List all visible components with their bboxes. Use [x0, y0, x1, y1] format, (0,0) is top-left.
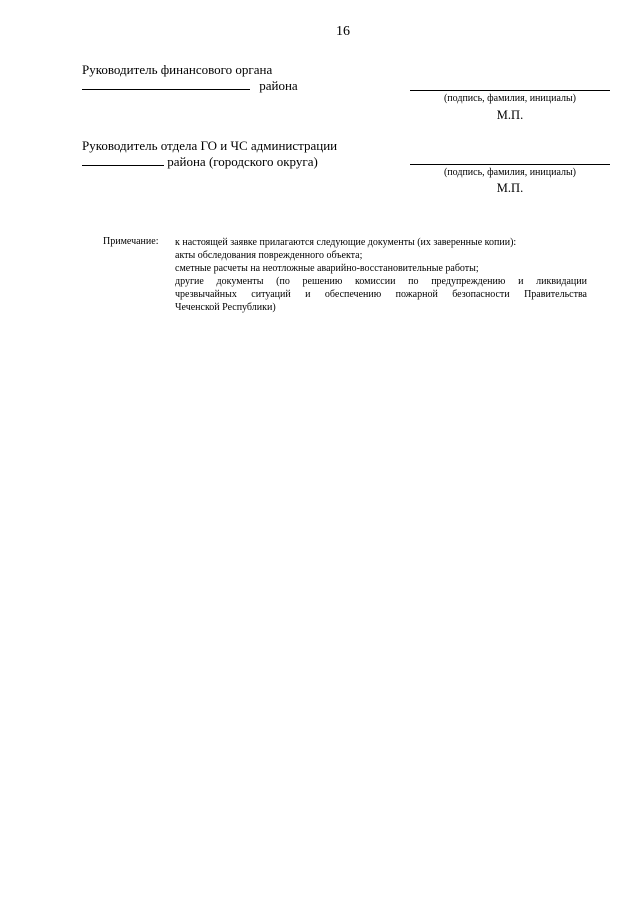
- finance-district-word: района: [259, 78, 298, 93]
- finance-head-title: Руководитель финансового органа: [82, 62, 273, 77]
- note-line: другие документы (по решению комиссии по предупреждению и ликвидации: [175, 276, 587, 287]
- gochs-district-line: [82, 153, 318, 169]
- note-label: Примечание:: [103, 236, 159, 247]
- district-blank: [82, 153, 164, 166]
- gochs-district-word: района (городского округа): [167, 154, 318, 169]
- gochs-stamp-placeholder: М.П.: [496, 181, 524, 195]
- gochs-signature-caption: (подпись, фамилия, инициалы): [443, 167, 577, 178]
- note-line: к настоящей заявке прилагаются следующие документы (их заверенные копии):: [175, 237, 517, 248]
- finance-stamp-placeholder: М.П.: [496, 108, 524, 122]
- finance-signature-line: [410, 90, 610, 91]
- finance-district-line: [82, 77, 298, 93]
- note-body: [175, 236, 587, 314]
- note-line: Чеченской Республики): [175, 302, 276, 313]
- gochs-signature-line: [410, 164, 610, 165]
- note-line: акты обследования поврежденного объекта;: [175, 250, 363, 261]
- note-line: сметные расчеты на неотложные аварийно-восстановительные работы;: [175, 263, 479, 274]
- district-blank: [82, 77, 250, 90]
- note-line: чрезвычайных ситуаций и обеспечению пожарной безопасности Правительства: [175, 289, 587, 300]
- page-number: 16: [336, 24, 350, 39]
- finance-signature-caption: (подпись, фамилия, инициалы): [443, 93, 577, 104]
- gochs-head-title: Руководитель отдела ГО и ЧС администрации: [82, 138, 338, 153]
